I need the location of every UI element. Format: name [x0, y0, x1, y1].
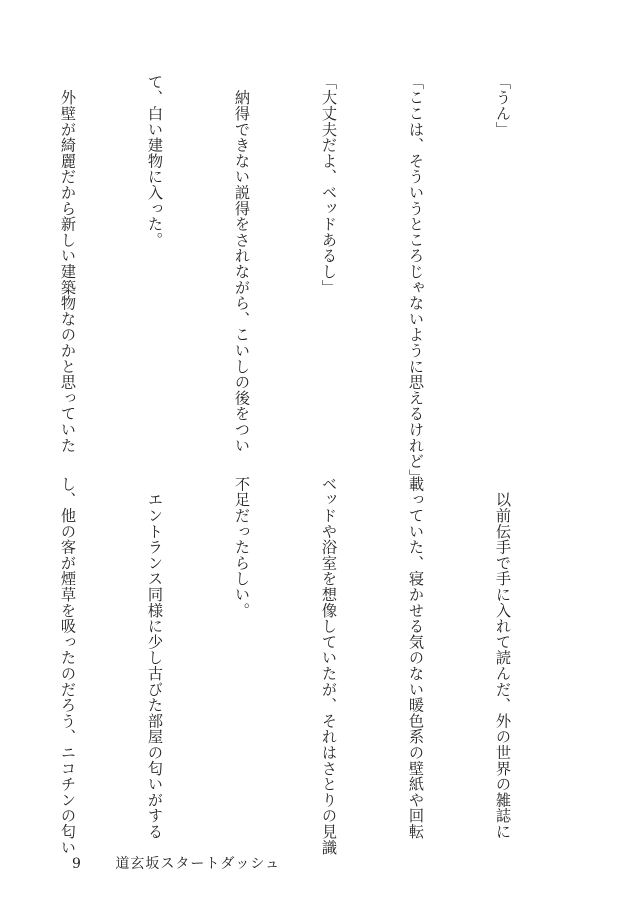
text-line: 不足だったらしい。 — [233, 476, 251, 619]
text-line: 「うん」 — [494, 74, 512, 138]
text-line: 外壁が綺麗だから新しい建築物なのかと思っていた — [59, 74, 77, 454]
page-number: 9 — [72, 856, 82, 872]
page-footer — [72, 853, 280, 873]
text-line: ベッドや浴室を想像していたが、それはさとりの見識 — [320, 476, 338, 856]
text-line: し、他の客が煙草を吸ったのだろう、ニコチンの匂い — [59, 476, 77, 856]
text-line: 「ここは、そういうところじゃないように思えるけれど」 — [407, 74, 425, 485]
top-text-block — [0, 74, 575, 485]
text-line: 載っていた、寝かせる気のない暖色系の壁紙や回転 — [407, 476, 425, 840]
text-line: て、白い建物に入った。 — [146, 74, 164, 248]
text-line: エントランス同様に少し古びた部屋の匂いがする — [146, 476, 164, 840]
bottom-text-block — [0, 476, 575, 866]
text-line: 「大丈夫だよ、ベッドあるし」 — [320, 74, 338, 296]
running-title: 道玄坂スタートダッシュ — [115, 856, 281, 872]
text-line: 納得できない説得をされながら、こいしの後をつい — [233, 74, 251, 454]
text-line: 以前伝手で手に入れて読んだ、外の世界の雑誌に — [494, 476, 512, 840]
